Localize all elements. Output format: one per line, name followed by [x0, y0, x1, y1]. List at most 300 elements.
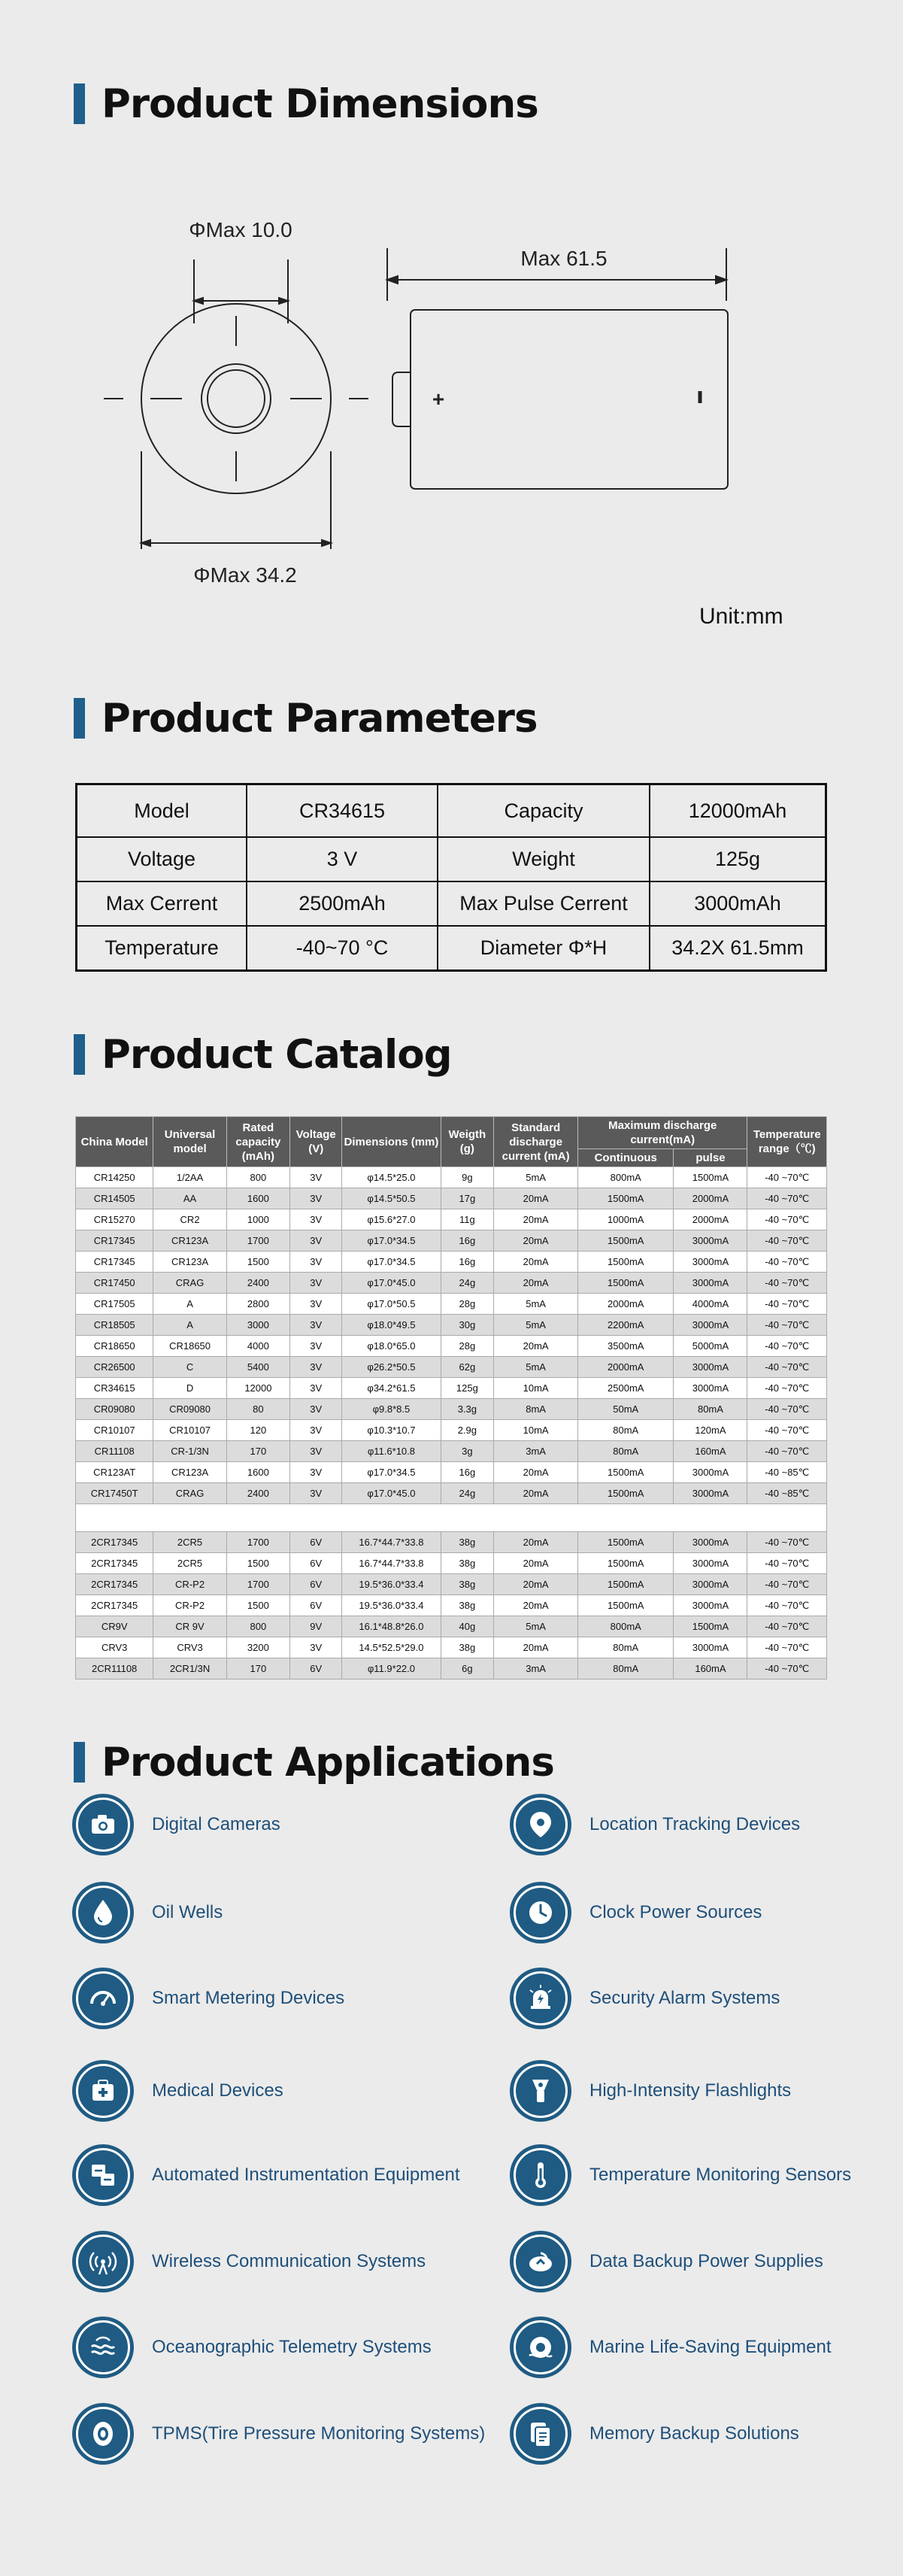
- table-cell: 3V: [290, 1420, 342, 1441]
- table-cell: 5mA: [494, 1616, 578, 1637]
- table-row: [76, 1188, 827, 1209]
- table-cell: 3000mA: [674, 1553, 747, 1574]
- table-cell: 2200mA: [578, 1315, 674, 1336]
- table-row: [76, 1357, 827, 1378]
- table-cell: CR14250: [76, 1167, 153, 1188]
- application-item: [72, 2231, 426, 2292]
- table-cell: 120: [226, 1420, 289, 1441]
- table-cell: CR123A: [153, 1230, 226, 1252]
- thermometer-icon: [510, 2144, 571, 2206]
- table-cell: 20mA: [494, 1483, 578, 1504]
- section-title-parameters: [74, 696, 538, 741]
- table-cell: 80mA: [578, 1420, 674, 1441]
- table-cell: 2000mA: [674, 1209, 747, 1230]
- table-cell: 800mA: [578, 1616, 674, 1637]
- table-cell: φ11.9*22.0: [342, 1658, 441, 1679]
- application-item: [72, 1794, 280, 1855]
- table-cell: 3000mA: [674, 1595, 747, 1616]
- table-cell: φ17.0*50.5: [342, 1294, 441, 1315]
- table-cell: -40 ~70℃: [747, 1658, 827, 1679]
- table-cell: 9g: [441, 1167, 494, 1188]
- table-cell: 1500mA: [674, 1167, 747, 1188]
- oil-drop-icon: [72, 1882, 134, 1943]
- table-cell: -40 ~70℃: [747, 1252, 827, 1273]
- table-cell: 3V: [290, 1637, 342, 1658]
- table-cell: 3V: [290, 1209, 342, 1230]
- application-label: Medical Devices: [152, 2080, 283, 2101]
- table-cell: φ26.2*50.5: [342, 1357, 441, 1378]
- table-cell: 17g: [441, 1188, 494, 1209]
- table-cell: CR10107: [76, 1420, 153, 1441]
- flashlight-icon: [510, 2060, 571, 2122]
- table-cell: CR15270: [76, 1209, 153, 1230]
- alarm-icon: [510, 1968, 571, 2029]
- data-backup-icon: [510, 2231, 571, 2292]
- application-item: [72, 1882, 223, 1943]
- table-cell: 16.7*44.7*33.8: [342, 1532, 441, 1553]
- table-cell: 160mA: [674, 1441, 747, 1462]
- table-cell: -40 ~70℃: [747, 1378, 827, 1399]
- table-cell: 2CR17345: [76, 1532, 153, 1553]
- table-cell: AA: [153, 1188, 226, 1209]
- application-label: Marine Life-Saving Equipment: [589, 2337, 832, 2357]
- table-cell: 2CR1/3N: [153, 1658, 226, 1679]
- application-label: Oceanographic Telemetry Systems: [152, 2337, 432, 2357]
- table-cell: 3000mA: [674, 1230, 747, 1252]
- table-cell: C: [153, 1357, 226, 1378]
- table-cell: φ17.0*45.0: [342, 1483, 441, 1504]
- table-cell: 2CR5: [153, 1532, 226, 1553]
- battery-dimension-drawing: [0, 188, 903, 609]
- table-cell: 20mA: [494, 1273, 578, 1294]
- table-cell: CR17450T: [76, 1483, 153, 1504]
- battery-body: [411, 310, 728, 489]
- table-cell: 16g: [441, 1252, 494, 1273]
- table-cell: -40 ~70℃: [747, 1553, 827, 1574]
- table-row: [76, 1230, 827, 1252]
- table-cell: φ17.0*34.5: [342, 1252, 441, 1273]
- table-cell: CR09080: [153, 1399, 226, 1420]
- table-cell: 40g: [441, 1616, 494, 1637]
- table-cell: 6V: [290, 1553, 342, 1574]
- table-cell: 20mA: [494, 1595, 578, 1616]
- table-cell: 3V: [290, 1230, 342, 1252]
- tire-icon: [72, 2403, 134, 2465]
- title-accent-bar: [74, 1742, 85, 1783]
- application-label: Automated Instrumentation Equipment: [152, 2165, 460, 2185]
- table-cell: CR17345: [76, 1230, 153, 1252]
- application-label: Data Backup Power Supplies: [589, 2251, 823, 2271]
- table-cell: 3V: [290, 1441, 342, 1462]
- table-cell: φ17.0*45.0: [342, 1273, 441, 1294]
- table-cell: 16.1*48.8*26.0: [342, 1616, 441, 1637]
- col-header-universal-model: Universal model: [153, 1117, 226, 1167]
- length-label: Max 61.5: [520, 247, 608, 270]
- instrument-icon: [72, 2144, 134, 2206]
- meter-gauge-icon: [72, 1968, 134, 2029]
- table-cell: 16.7*44.7*33.8: [342, 1553, 441, 1574]
- lifebuoy-icon: [510, 2317, 571, 2378]
- table-cell: 3200: [226, 1637, 289, 1658]
- param-label: Max Pulse Cerrent: [438, 881, 650, 926]
- table-cell: -40 ~70℃: [747, 1532, 827, 1553]
- table-cell: CR-1/3N: [153, 1441, 226, 1462]
- table-cell: 1500: [226, 1252, 289, 1273]
- param-label: Voltage: [77, 837, 247, 881]
- table-cell: CRV3: [153, 1637, 226, 1658]
- parameters-table: [75, 783, 827, 972]
- table-cell: φ17.0*34.5: [342, 1462, 441, 1483]
- table-cell: 1500mA: [578, 1483, 674, 1504]
- table-cell: 1500mA: [578, 1462, 674, 1483]
- table-cell: -40 ~70℃: [747, 1616, 827, 1637]
- table-row: [76, 1378, 827, 1399]
- table-row: [76, 1399, 827, 1420]
- table-cell: 1500: [226, 1595, 289, 1616]
- table-cell: CRAG: [153, 1483, 226, 1504]
- table-cell: φ10.3*10.7: [342, 1420, 441, 1441]
- table-cell: 8mA: [494, 1399, 578, 1420]
- table-cell: φ11.6*10.8: [342, 1441, 441, 1462]
- param-value: 3 V: [247, 837, 438, 881]
- table-cell: 2CR17345: [76, 1574, 153, 1595]
- application-item: [72, 2403, 485, 2465]
- table-cell: 1700: [226, 1532, 289, 1553]
- table-row: [76, 1483, 827, 1504]
- param-row: [77, 881, 826, 926]
- table-cell: 1500mA: [578, 1230, 674, 1252]
- table-cell: φ15.6*27.0: [342, 1209, 441, 1230]
- table-cell: 3mA: [494, 1441, 578, 1462]
- application-label: Wireless Communication Systems: [152, 2251, 426, 2271]
- application-label: Digital Cameras: [152, 1814, 280, 1834]
- section-title-text: Product Dimensions: [102, 80, 538, 127]
- table-cell: CR9V: [76, 1616, 153, 1637]
- param-value: 34.2X 61.5mm: [650, 926, 826, 971]
- table-cell: -40 ~70℃: [747, 1595, 827, 1616]
- table-cell: -40 ~70℃: [747, 1294, 827, 1315]
- table-row: [76, 1167, 827, 1188]
- title-accent-bar: [74, 83, 85, 124]
- table-cell: 6g: [441, 1658, 494, 1679]
- table-cell: 2400: [226, 1273, 289, 1294]
- table-row: [76, 1294, 827, 1315]
- table-cell: 38g: [441, 1595, 494, 1616]
- table-cell: -40 ~70℃: [747, 1188, 827, 1209]
- table-cell: -40 ~70℃: [747, 1637, 827, 1658]
- table-cell: D: [153, 1378, 226, 1399]
- table-cell: 5mA: [494, 1294, 578, 1315]
- table-cell: 11g: [441, 1209, 494, 1230]
- param-value: 12000mAh: [650, 784, 826, 838]
- table-cell: -40 ~70℃: [747, 1209, 827, 1230]
- table-cell: 4000mA: [674, 1294, 747, 1315]
- col-header-china-model: China Model: [76, 1117, 153, 1167]
- table-cell: CRAG: [153, 1273, 226, 1294]
- section-title-dimensions: [74, 81, 538, 126]
- table-cell: 3g: [441, 1441, 494, 1462]
- table-cell: 38g: [441, 1637, 494, 1658]
- table-cell: 30g: [441, 1315, 494, 1336]
- title-accent-bar: [74, 1034, 85, 1075]
- table-cell: -40 ~70℃: [747, 1357, 827, 1378]
- table-cell: 3V: [290, 1357, 342, 1378]
- table-cell: CR26500: [76, 1357, 153, 1378]
- table-cell: 1600: [226, 1462, 289, 1483]
- table-cell: φ34.2*61.5: [342, 1378, 441, 1399]
- outer-diameter-label: ΦMax 34.2: [193, 563, 297, 587]
- table-cell: 28g: [441, 1294, 494, 1315]
- catalog-table: [75, 1116, 827, 1679]
- table-row: [76, 1209, 827, 1230]
- medical-kit-icon: [72, 2060, 134, 2122]
- table-cell: φ14.5*50.5: [342, 1188, 441, 1209]
- table-cell: 4000: [226, 1336, 289, 1357]
- table-cell: 62g: [441, 1357, 494, 1378]
- table-cell: 2.9g: [441, 1420, 494, 1441]
- table-cell: 170: [226, 1441, 289, 1462]
- table-cell: CR17505: [76, 1294, 153, 1315]
- table-cell: 3000mA: [674, 1315, 747, 1336]
- table-cell: CR14505: [76, 1188, 153, 1209]
- battery-front-view: [104, 259, 368, 549]
- table-cell: 3V: [290, 1315, 342, 1336]
- application-label: Security Alarm Systems: [589, 1988, 780, 2008]
- col-header-voltage: Voltage (V): [290, 1117, 342, 1167]
- table-cell: 5000mA: [674, 1336, 747, 1357]
- table-cell: 20mA: [494, 1188, 578, 1209]
- application-item: [510, 2403, 799, 2465]
- table-cell: 3V: [290, 1336, 342, 1357]
- table-cell: 3000mA: [674, 1462, 747, 1483]
- table-cell: 2CR5: [153, 1553, 226, 1574]
- table-row: [76, 1273, 827, 1294]
- table-cell: 80mA: [674, 1399, 747, 1420]
- table-cell: -40 ~85℃: [747, 1483, 827, 1504]
- table-row: [76, 1441, 827, 1462]
- table-cell: -40 ~70℃: [747, 1273, 827, 1294]
- table-cell: 3000mA: [674, 1637, 747, 1658]
- col-header-max-discharge: Maximum discharge current(mA): [578, 1117, 747, 1149]
- table-cell: 2CR11108: [76, 1658, 153, 1679]
- table-row: [76, 1658, 827, 1679]
- table-cell: CR-P2: [153, 1595, 226, 1616]
- param-label: Diameter Φ*H: [438, 926, 650, 971]
- table-spacer-cell: [76, 1504, 827, 1532]
- table-cell: 1000mA: [578, 1209, 674, 1230]
- param-row: [77, 837, 826, 881]
- table-cell: CR17450: [76, 1273, 153, 1294]
- location-pin-icon: [510, 1794, 571, 1855]
- table-cell: CR18650: [76, 1336, 153, 1357]
- table-cell: 125g: [441, 1378, 494, 1399]
- table-cell: A: [153, 1294, 226, 1315]
- table-cell: -40 ~70℃: [747, 1167, 827, 1188]
- table-cell: -40 ~70℃: [747, 1230, 827, 1252]
- table-cell: 1500mA: [578, 1188, 674, 1209]
- application-label: Clock Power Sources: [589, 1902, 762, 1922]
- table-cell: 3000mA: [674, 1378, 747, 1399]
- table-cell: CR 9V: [153, 1616, 226, 1637]
- table-cell: CR11108: [76, 1441, 153, 1462]
- param-label: Weight: [438, 837, 650, 881]
- table-cell: 2CR17345: [76, 1595, 153, 1616]
- table-cell: 1600: [226, 1188, 289, 1209]
- application-label: Smart Metering Devices: [152, 1988, 345, 2008]
- table-cell: 3V: [290, 1462, 342, 1483]
- unit-label: Unit:mm: [699, 604, 783, 629]
- table-cell: 120mA: [674, 1420, 747, 1441]
- col-header-continuous: Continuous: [578, 1149, 674, 1167]
- table-cell: 14.5*52.5*29.0: [342, 1637, 441, 1658]
- param-row: [77, 926, 826, 971]
- section-title-text: Product Applications: [102, 1739, 554, 1786]
- table-cell: 20mA: [494, 1336, 578, 1357]
- battery-side-view: [387, 248, 728, 489]
- table-cell: 1/2AA: [153, 1167, 226, 1188]
- table-cell: 3000: [226, 1315, 289, 1336]
- section-title-applications: [74, 1740, 554, 1785]
- table-cell: CR123AT: [76, 1462, 153, 1483]
- table-cell: 2000mA: [578, 1294, 674, 1315]
- application-label: Oil Wells: [152, 1902, 223, 1922]
- memory-backup-icon: [510, 2403, 571, 2465]
- table-cell: φ17.0*34.5: [342, 1230, 441, 1252]
- table-cell: 50mA: [578, 1399, 674, 1420]
- table-cell: -40 ~85℃: [747, 1462, 827, 1483]
- table-cell: 3500mA: [578, 1336, 674, 1357]
- table-cell: CR-P2: [153, 1574, 226, 1595]
- table-cell: 800: [226, 1616, 289, 1637]
- ocean-telemetry-icon: [72, 2317, 134, 2378]
- table-cell: 16g: [441, 1230, 494, 1252]
- application-label: Location Tracking Devices: [589, 1814, 801, 1834]
- table-cell: 6V: [290, 1658, 342, 1679]
- param-value: -40~70 °C: [247, 926, 438, 971]
- section-title-text: Product Catalog: [102, 1031, 452, 1078]
- param-value: CR34615: [247, 784, 438, 838]
- table-cell: 1500: [226, 1553, 289, 1574]
- table-cell: 3V: [290, 1273, 342, 1294]
- table-cell: 6V: [290, 1574, 342, 1595]
- table-cell: -40 ~70℃: [747, 1315, 827, 1336]
- table-cell: 3000mA: [674, 1532, 747, 1553]
- param-value: 3000mAh: [650, 881, 826, 926]
- table-cell: 1000: [226, 1209, 289, 1230]
- table-cell: CR09080: [76, 1399, 153, 1420]
- camera-icon: [72, 1794, 134, 1855]
- table-cell: 20mA: [494, 1462, 578, 1483]
- param-row: [77, 784, 826, 838]
- table-cell: 6V: [290, 1532, 342, 1553]
- table-cell: 6V: [290, 1595, 342, 1616]
- table-cell: 3000mA: [674, 1273, 747, 1294]
- table-cell: 3mA: [494, 1658, 578, 1679]
- table-cell: φ14.5*25.0: [342, 1167, 441, 1188]
- table-cell: 1500mA: [578, 1553, 674, 1574]
- table-cell: 3V: [290, 1483, 342, 1504]
- table-cell: 80mA: [578, 1658, 674, 1679]
- table-cell: 24g: [441, 1483, 494, 1504]
- table-cell: 12000: [226, 1378, 289, 1399]
- application-label: High-Intensity Flashlights: [589, 2080, 792, 2101]
- application-item: [510, 1794, 800, 1855]
- section-title-catalog: [74, 1032, 452, 1077]
- table-row: [76, 1315, 827, 1336]
- table-cell: CRV3: [76, 1637, 153, 1658]
- inner-circle: [208, 370, 265, 427]
- table-cell: 38g: [441, 1553, 494, 1574]
- table-cell: 3000mA: [674, 1357, 747, 1378]
- table-cell: 800mA: [578, 1167, 674, 1188]
- application-item: [510, 1882, 762, 1943]
- clock-icon: [510, 1882, 571, 1943]
- table-cell: 80mA: [578, 1637, 674, 1658]
- positive-terminal-sign: +: [432, 387, 445, 411]
- title-accent-bar: [74, 698, 85, 739]
- table-cell: φ18.0*49.5: [342, 1315, 441, 1336]
- table-cell: 5400: [226, 1357, 289, 1378]
- table-cell: 3000mA: [674, 1252, 747, 1273]
- table-cell: 38g: [441, 1574, 494, 1595]
- wireless-icon: [72, 2231, 134, 2292]
- table-cell: 3V: [290, 1294, 342, 1315]
- table-cell: 2800: [226, 1294, 289, 1315]
- table-row: [76, 1574, 827, 1595]
- table-cell: 1500mA: [578, 1574, 674, 1595]
- table-cell: 3.3g: [441, 1399, 494, 1420]
- table-cell: 19.5*36.0*33.4: [342, 1574, 441, 1595]
- table-cell: 24g: [441, 1273, 494, 1294]
- application-item: [510, 2317, 832, 2378]
- table-cell: CR18650: [153, 1336, 226, 1357]
- table-cell: CR34615: [76, 1378, 153, 1399]
- col-header-pulse: pulse: [674, 1149, 747, 1167]
- table-cell: -40 ~70℃: [747, 1399, 827, 1420]
- table-cell: -40 ~70℃: [747, 1420, 827, 1441]
- table-cell: 5mA: [494, 1167, 578, 1188]
- param-label: Capacity: [438, 784, 650, 838]
- table-cell: 800: [226, 1167, 289, 1188]
- table-cell: 80: [226, 1399, 289, 1420]
- col-header-weight: Weigth (g): [441, 1117, 494, 1167]
- table-cell: 160mA: [674, 1658, 747, 1679]
- table-cell: 2400: [226, 1483, 289, 1504]
- table-row: [76, 1553, 827, 1574]
- table-cell: 3000mA: [674, 1574, 747, 1595]
- table-cell: 1500mA: [578, 1532, 674, 1553]
- table-cell: CR123A: [153, 1462, 226, 1483]
- param-label: Model: [77, 784, 247, 838]
- application-item: [72, 2144, 460, 2206]
- param-value: 2500mAh: [247, 881, 438, 926]
- table-cell: 5mA: [494, 1315, 578, 1336]
- table-cell: 3V: [290, 1399, 342, 1420]
- table-cell: 1500mA: [578, 1252, 674, 1273]
- table-cell: -40 ~70℃: [747, 1336, 827, 1357]
- table-cell: 1700: [226, 1230, 289, 1252]
- table-cell: A: [153, 1315, 226, 1336]
- col-header-std-discharge: Standard discharge current (mA): [494, 1117, 578, 1167]
- application-item: [72, 1968, 344, 2029]
- table-cell: 2500mA: [578, 1378, 674, 1399]
- param-label: Temperature: [77, 926, 247, 971]
- table-cell: 20mA: [494, 1637, 578, 1658]
- inner-diameter-label: ΦMax 10.0: [189, 218, 292, 241]
- table-row: [76, 1637, 827, 1658]
- param-value: 125g: [650, 837, 826, 881]
- table-cell: 20mA: [494, 1230, 578, 1252]
